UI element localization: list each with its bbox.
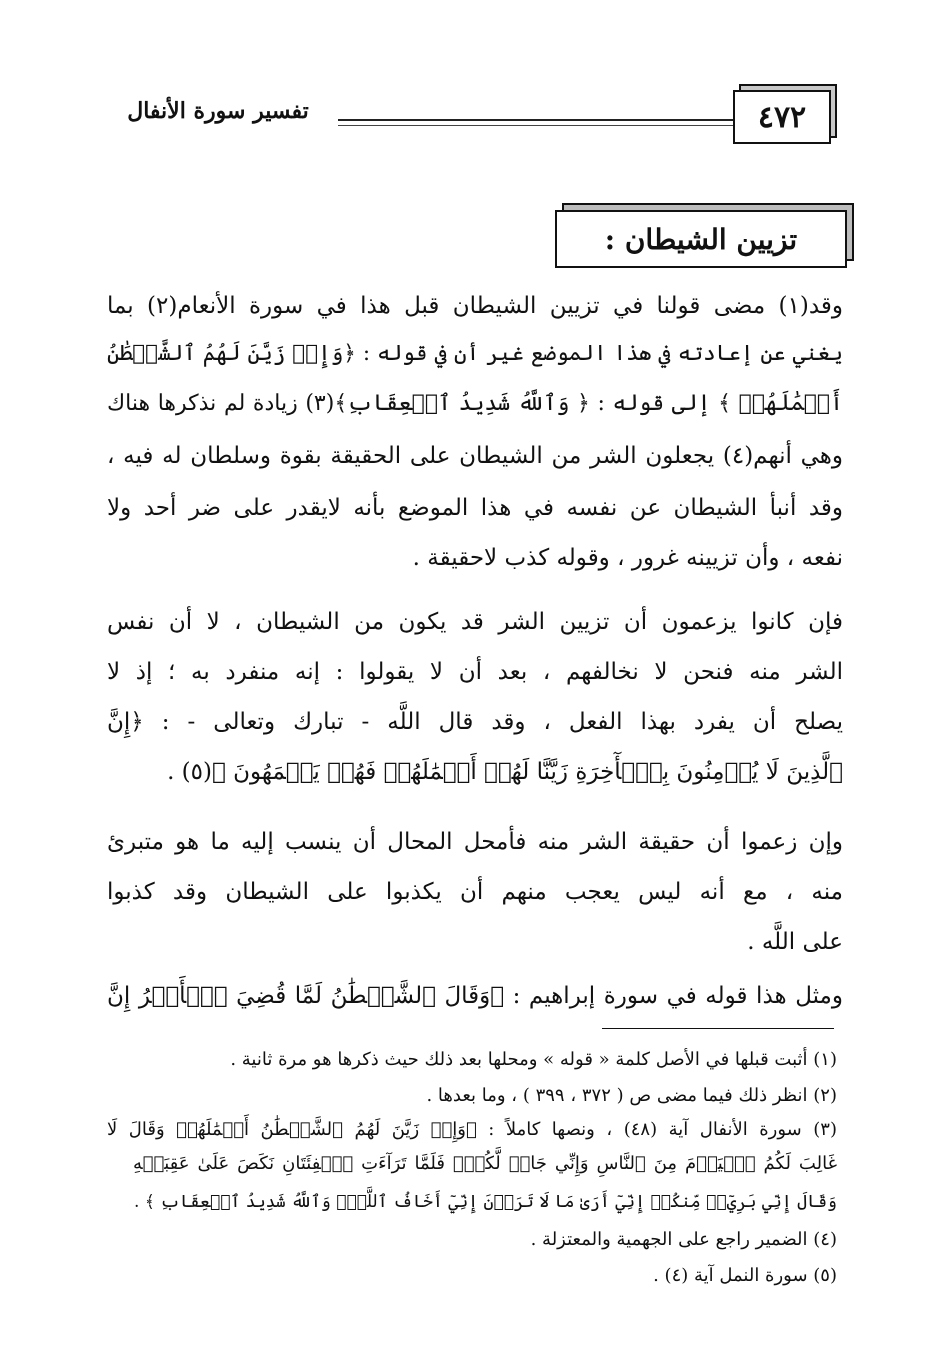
footnote: (٢) انظر ذلك فيما مضى ص ( ٣٧٢ ، ٣٩٩ ) ، وما بعدها . (426, 1085, 837, 1106)
body-line: أَعۡمَٰلَهُمۡ ﴾ إلى قوله : ﴿ وَٱللَّهُ شَدِيدُ ٱلۡعِقَابِ﴾(٣) زيادة لم نذكرها هناك (107, 391, 843, 416)
header-rule-thin (338, 125, 733, 126)
footnote: (١) أثبت قبلها في الأصل كلمة « قوله » ومحلها بعد ذلك حيث ذكرها هو مرة ثانية . (230, 1049, 837, 1070)
running-title: تفسير سورة الأنفال (127, 98, 309, 124)
footnote: (٤) الضمير راجع على الجهمية والمعتزلة . (530, 1229, 837, 1250)
body-line: ٱلَّذِينَ لَا يُؤۡمِنُونَ بِٱلۡأٓخِرَةِ زَيَّنَّا لَهُمۡ أَعۡمَٰلَهُمۡ فَهُمۡ يَعۡمَهُونَ ﴾(٥) . (167, 759, 843, 785)
footnote: (٣) سورة الأنفال آية (٤٨) ، ونصها كاملاً : ﴿وَإِذۡ زَيَّنَ لَهُمُ ٱلشَّيۡطَٰنُ أَعۡمَٰلَهُمۡ وَقَالَ لَا (107, 1119, 837, 1140)
body-line: وإن زعموا أن حقيقة الشر منه فأمحل المحال أن ينسب إليه ما هو متبرئ (107, 829, 843, 855)
body-line: وقد أنبأ الشيطان عن نفسه في هذا الموضع بأنه لايقدر على ضر أحد ولا (107, 495, 843, 521)
header-rule (338, 119, 733, 121)
body-line: منه ، مع أنه ليس يعجب منهم أن يكذبوا على الشيطان وقد كذبوا (107, 879, 843, 905)
body-line: ومثل هذا قوله في سورة إبراهيم : ﴿وَقَالَ ٱلشَّيۡطَٰنُ لَمَّا قُضِيَ ٱلۡأَمۡرُ إِنَّ (107, 983, 843, 1009)
body-line: يغني عن إعادته في هذا الموضع غير أن في قوله : ﴿وَإِذۡ زَيَّنَ لَهُمُ ٱلشَّيۡطَٰنُ (107, 341, 843, 366)
footnote-separator (602, 1028, 834, 1029)
section-heading: تزيين الشيطان : (555, 210, 847, 268)
footnote-continuation: غَالِبَ لَكُمُ ٱلۡيَوۡمَ مِنَ ٱلنَّاسِ وَإِنِّي جَارٞ لَّكُمۡۖ فَلَمَّا تَرَآءَتِ ٱلۡفِئَتَانِ نَكَصَ عَلَىٰ عَقِبَيۡهِ (133, 1153, 837, 1174)
body-line: نفعه ، وأن تزيينه غرور ، وقوله كذب لاحقيقة . (412, 545, 843, 571)
body-line: وقد(١) مضى قولنا في تزيين الشيطان قبل هذا في سورة الأنعام(٢) بما (107, 293, 843, 319)
footnote: (٥) سورة النمل آية (٤) . (653, 1265, 837, 1286)
body-line: وهي أنهم(٤) يجعلون الشر من الشيطان على الحقيقة بقوة وسلطان له فيه ، (107, 443, 843, 469)
footnote-continuation: وَقَالَ إِنِّي بَرِيٓءٞ مِّنكُمۡ إِنِّيٓ أَرَىٰ مَا لَا تَرَوۡنَ إِنِّيٓ أَخَافُ ٱللَّهَۚ وَٱللَّهُ شَدِيدُ ٱلۡعِقَابِ ﴾ . (134, 1192, 837, 1212)
body-line: الشر منه فنحن لا نخالفهم ، بعد أن لا يقولوا : إنه منفرد به ؛ إذ لا (107, 659, 843, 685)
body-line: على اللَّه . (747, 929, 843, 955)
page-number: ٤٧٢ (733, 90, 831, 144)
body-line: فإن كانوا يزعمون أن تزيين الشر قد يكون من الشيطان ، لا أن نفس (107, 609, 843, 635)
body-line: يصلح أن يفرد بهذا الفعل ، وقد قال اللَّه - تبارك وتعالى - : ﴿إِنَّ (107, 709, 843, 735)
